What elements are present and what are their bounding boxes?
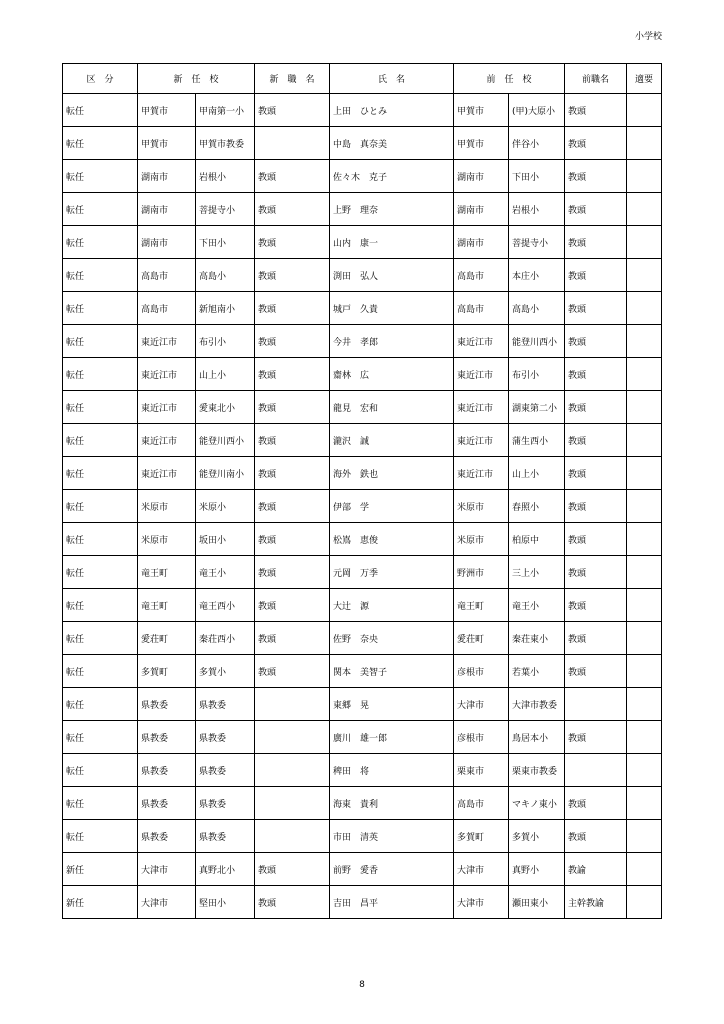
cell-person-name: 上野 理奈 <box>330 193 454 226</box>
cell-person-name: 城戸 久貴 <box>330 292 454 325</box>
cell-new-position <box>255 127 330 160</box>
cell-new-school: 秦荘西小 <box>196 622 255 655</box>
table-row <box>63 556 662 589</box>
cell-category: 転任 <box>63 754 138 787</box>
cell-remarks <box>627 94 662 127</box>
cell-remarks <box>627 721 662 754</box>
cell-remarks <box>627 622 662 655</box>
cell-new-municipality: 県教委 <box>138 820 196 853</box>
table-header-row <box>63 64 662 94</box>
cell-remarks <box>627 589 662 622</box>
table-row <box>63 193 662 226</box>
cell-new-position: 教頭 <box>255 655 330 688</box>
cell-person-name: 海東 貴利 <box>330 787 454 820</box>
cell-new-school: 下田小 <box>196 226 255 259</box>
cell-new-school: 愛東北小 <box>196 391 255 424</box>
cell-category: 転任 <box>63 655 138 688</box>
cell-new-school: 県教委 <box>196 820 255 853</box>
table-row <box>63 853 662 886</box>
cell-remarks <box>627 391 662 424</box>
cell-previous-position: 教頭 <box>565 721 627 754</box>
cell-previous-position: 教頭 <box>565 457 627 490</box>
cell-previous-municipality: 米原市 <box>454 523 509 556</box>
cell-new-school: 新旭南小 <box>196 292 255 325</box>
cell-new-school: 岩根小 <box>196 160 255 193</box>
table-row <box>63 457 662 490</box>
table-row <box>63 886 662 919</box>
cell-previous-position: 教頭 <box>565 622 627 655</box>
cell-person-name: 前野 愛香 <box>330 853 454 886</box>
table-row <box>63 391 662 424</box>
cell-new-position: 教頭 <box>255 589 330 622</box>
cell-previous-school: 伴谷小 <box>509 127 565 160</box>
cell-person-name: 上田 ひとみ <box>330 94 454 127</box>
cell-new-position: 教頭 <box>255 358 330 391</box>
cell-previous-position: 教頭 <box>565 655 627 688</box>
cell-new-municipality: 東近江市 <box>138 358 196 391</box>
cell-previous-municipality: 高島市 <box>454 787 509 820</box>
cell-new-position <box>255 754 330 787</box>
cell-category: 転任 <box>63 490 138 523</box>
cell-previous-position: 教頭 <box>565 589 627 622</box>
cell-previous-school: 鳥居本小 <box>509 721 565 754</box>
cell-new-municipality: 竜王町 <box>138 589 196 622</box>
cell-person-name: 今井 孝郎 <box>330 325 454 358</box>
cell-new-school: 多賀小 <box>196 655 255 688</box>
cell-person-name: 吉田 昌平 <box>330 886 454 919</box>
cell-remarks <box>627 193 662 226</box>
cell-person-name: 元岡 万季 <box>330 556 454 589</box>
cell-category: 転任 <box>63 523 138 556</box>
cell-remarks <box>627 127 662 160</box>
cell-remarks <box>627 820 662 853</box>
cell-new-school: 県教委 <box>196 721 255 754</box>
table-row <box>63 160 662 193</box>
cell-previous-school: 山上小 <box>509 457 565 490</box>
table-row <box>63 523 662 556</box>
cell-category: 新任 <box>63 886 138 919</box>
cell-new-position: 教頭 <box>255 622 330 655</box>
header-new-position: 新 職 名 <box>255 64 330 94</box>
cell-new-position <box>255 688 330 721</box>
cell-category: 転任 <box>63 457 138 490</box>
cell-previous-school: (甲)大原小 <box>509 94 565 127</box>
cell-category: 転任 <box>63 391 138 424</box>
cell-previous-municipality: 湖南市 <box>454 226 509 259</box>
cell-previous-school: 高島小 <box>509 292 565 325</box>
table-row <box>63 622 662 655</box>
table-row <box>63 490 662 523</box>
cell-remarks <box>627 160 662 193</box>
cell-previous-school: 岩根小 <box>509 193 565 226</box>
document-category-label: 小学校 <box>634 32 662 42</box>
cell-new-position: 教頭 <box>255 94 330 127</box>
cell-new-municipality: 多賀町 <box>138 655 196 688</box>
cell-category: 転任 <box>63 193 138 226</box>
cell-new-municipality: 竜王町 <box>138 556 196 589</box>
cell-previous-municipality: 高島市 <box>454 292 509 325</box>
cell-remarks <box>627 688 662 721</box>
cell-previous-position: 教頭 <box>565 94 627 127</box>
cell-category: 転任 <box>63 688 138 721</box>
cell-previous-school: 蒲生西小 <box>509 424 565 457</box>
cell-remarks <box>627 457 662 490</box>
cell-new-position: 教頭 <box>255 424 330 457</box>
cell-new-position: 教頭 <box>255 490 330 523</box>
cell-previous-school: 多賀小 <box>509 820 565 853</box>
cell-previous-school: 真野小 <box>509 853 565 886</box>
cell-previous-school: 本庄小 <box>509 259 565 292</box>
cell-previous-position: 教頭 <box>565 325 627 358</box>
personnel-transfer-table <box>62 63 662 919</box>
cell-previous-position: 教頭 <box>565 490 627 523</box>
cell-category: 転任 <box>63 589 138 622</box>
cell-new-school: 能登川南小 <box>196 457 255 490</box>
cell-previous-municipality: 大津市 <box>454 853 509 886</box>
cell-remarks <box>627 226 662 259</box>
table-row <box>63 754 662 787</box>
cell-new-municipality: 湖南市 <box>138 160 196 193</box>
cell-previous-position: 教頭 <box>565 391 627 424</box>
header-remarks: 適要 <box>627 64 662 94</box>
table-row <box>63 787 662 820</box>
cell-previous-position: 教頭 <box>565 292 627 325</box>
cell-previous-school: 下田小 <box>509 160 565 193</box>
cell-new-municipality: 甲賀市 <box>138 127 196 160</box>
cell-previous-school: 菩提寺小 <box>509 226 565 259</box>
cell-previous-municipality: 東近江市 <box>454 325 509 358</box>
cell-person-name: 龍見 宏和 <box>330 391 454 424</box>
cell-previous-municipality: 湖南市 <box>454 193 509 226</box>
cell-previous-position: 教諭 <box>565 853 627 886</box>
cell-new-municipality: 県教委 <box>138 754 196 787</box>
cell-previous-school: 瀬田東小 <box>509 886 565 919</box>
cell-previous-school: マキノ東小 <box>509 787 565 820</box>
cell-previous-municipality: 栗東市 <box>454 754 509 787</box>
cell-new-municipality: 米原市 <box>138 490 196 523</box>
cell-person-name: 市田 清英 <box>330 820 454 853</box>
cell-new-school: 布引小 <box>196 325 255 358</box>
cell-category: 転任 <box>63 787 138 820</box>
table-row <box>63 820 662 853</box>
cell-previous-municipality: 湖南市 <box>454 160 509 193</box>
header-previous-position: 前職名 <box>565 64 627 94</box>
cell-remarks <box>627 490 662 523</box>
cell-remarks <box>627 754 662 787</box>
cell-new-school: 竜王西小 <box>196 589 255 622</box>
cell-previous-municipality: 大津市 <box>454 688 509 721</box>
cell-category: 新任 <box>63 853 138 886</box>
cell-previous-school: 湖東第二小 <box>509 391 565 424</box>
cell-new-position: 教頭 <box>255 160 330 193</box>
table-row <box>63 655 662 688</box>
page-number: 8 <box>359 980 365 990</box>
cell-new-municipality: 東近江市 <box>138 325 196 358</box>
cell-previous-position: 教頭 <box>565 259 627 292</box>
cell-person-name: 廣川 雄一郎 <box>330 721 454 754</box>
cell-new-school: 県教委 <box>196 688 255 721</box>
cell-category: 転任 <box>63 556 138 589</box>
table-row <box>63 325 662 358</box>
cell-previous-school: 能登川西小 <box>509 325 565 358</box>
cell-new-municipality: 東近江市 <box>138 424 196 457</box>
cell-new-school: 坂田小 <box>196 523 255 556</box>
cell-previous-position: 主幹教諭 <box>565 886 627 919</box>
cell-person-name: 山内 康一 <box>330 226 454 259</box>
cell-new-municipality: 県教委 <box>138 787 196 820</box>
cell-person-name: 大辻 源 <box>330 589 454 622</box>
cell-new-position: 教頭 <box>255 391 330 424</box>
cell-previous-school: 三上小 <box>509 556 565 589</box>
cell-new-school: 竜王小 <box>196 556 255 589</box>
cell-new-municipality: 県教委 <box>138 688 196 721</box>
cell-person-name: 稗田 将 <box>330 754 454 787</box>
cell-previous-school: 秦荘東小 <box>509 622 565 655</box>
cell-previous-position: 教頭 <box>565 160 627 193</box>
cell-previous-municipality: 東近江市 <box>454 358 509 391</box>
table-row <box>63 127 662 160</box>
cell-remarks <box>627 259 662 292</box>
table-row <box>63 721 662 754</box>
cell-previous-municipality: 多賀町 <box>454 820 509 853</box>
cell-previous-position: 教頭 <box>565 556 627 589</box>
header-previous-school: 前 任 校 <box>454 64 565 94</box>
cell-new-position <box>255 787 330 820</box>
header-category: 区 分 <box>63 64 138 94</box>
cell-remarks <box>627 655 662 688</box>
cell-new-position: 教頭 <box>255 292 330 325</box>
cell-remarks <box>627 358 662 391</box>
cell-previous-municipality: 大津市 <box>454 886 509 919</box>
cell-previous-school: 若葉小 <box>509 655 565 688</box>
cell-person-name: 東郷 晃 <box>330 688 454 721</box>
cell-category: 転任 <box>63 622 138 655</box>
cell-new-position: 教頭 <box>255 886 330 919</box>
cell-new-position: 教頭 <box>255 325 330 358</box>
cell-previous-municipality: 東近江市 <box>454 457 509 490</box>
cell-previous-municipality: 甲賀市 <box>454 94 509 127</box>
cell-previous-municipality: 米原市 <box>454 490 509 523</box>
cell-previous-position: 教頭 <box>565 424 627 457</box>
header-name: 氏 名 <box>330 64 454 94</box>
cell-previous-municipality: 野洲市 <box>454 556 509 589</box>
cell-remarks <box>627 886 662 919</box>
cell-category: 転任 <box>63 820 138 853</box>
cell-new-school: 県教委 <box>196 754 255 787</box>
table-row <box>63 358 662 391</box>
cell-previous-position: 教頭 <box>565 820 627 853</box>
cell-new-municipality: 湖南市 <box>138 226 196 259</box>
cell-new-municipality: 東近江市 <box>138 391 196 424</box>
cell-remarks <box>627 787 662 820</box>
cell-new-position: 教頭 <box>255 457 330 490</box>
cell-remarks <box>627 523 662 556</box>
cell-new-municipality: 大津市 <box>138 853 196 886</box>
cell-previous-school: 柏原中 <box>509 523 565 556</box>
table-row <box>63 424 662 457</box>
cell-previous-position <box>565 754 627 787</box>
cell-category: 転任 <box>63 721 138 754</box>
header-new-school: 新 任 校 <box>138 64 255 94</box>
cell-person-name: 齋林 広 <box>330 358 454 391</box>
cell-new-municipality: 大津市 <box>138 886 196 919</box>
cell-new-position <box>255 820 330 853</box>
cell-previous-municipality: 高島市 <box>454 259 509 292</box>
table-row <box>63 94 662 127</box>
cell-person-name: 渕田 弘人 <box>330 259 454 292</box>
table-row <box>63 259 662 292</box>
table-row <box>63 226 662 259</box>
cell-new-school: 高島小 <box>196 259 255 292</box>
cell-new-position: 教頭 <box>255 226 330 259</box>
table-row <box>63 292 662 325</box>
cell-new-position: 教頭 <box>255 259 330 292</box>
cell-category: 転任 <box>63 226 138 259</box>
cell-previous-position: 教頭 <box>565 127 627 160</box>
cell-new-school: 山上小 <box>196 358 255 391</box>
cell-person-name: 佐野 奈央 <box>330 622 454 655</box>
cell-previous-municipality: 東近江市 <box>454 391 509 424</box>
cell-new-school: 県教委 <box>196 787 255 820</box>
cell-previous-school: 布引小 <box>509 358 565 391</box>
cell-previous-municipality: 東近江市 <box>454 424 509 457</box>
cell-new-school: 甲南第一小 <box>196 94 255 127</box>
cell-new-municipality: 愛荘町 <box>138 622 196 655</box>
cell-previous-municipality: 愛荘町 <box>454 622 509 655</box>
cell-new-position <box>255 721 330 754</box>
cell-new-municipality: 甲賀市 <box>138 94 196 127</box>
cell-category: 転任 <box>63 325 138 358</box>
table-row <box>63 589 662 622</box>
cell-person-name: 海外 鉄也 <box>330 457 454 490</box>
cell-remarks <box>627 424 662 457</box>
cell-new-school: 堅田小 <box>196 886 255 919</box>
cell-new-municipality: 湖南市 <box>138 193 196 226</box>
cell-new-municipality: 米原市 <box>138 523 196 556</box>
cell-previous-position: 教頭 <box>565 787 627 820</box>
cell-person-name: 関本 美智子 <box>330 655 454 688</box>
cell-previous-position: 教頭 <box>565 226 627 259</box>
cell-previous-municipality: 竜王町 <box>454 589 509 622</box>
cell-new-school: 米原小 <box>196 490 255 523</box>
cell-previous-school: 栗東市教委 <box>509 754 565 787</box>
cell-person-name: 瀧沢 誠 <box>330 424 454 457</box>
cell-previous-school: 竜王小 <box>509 589 565 622</box>
cell-new-municipality: 高島市 <box>138 259 196 292</box>
cell-previous-school: 大津市教委 <box>509 688 565 721</box>
table-row <box>63 688 662 721</box>
cell-new-school: 真野北小 <box>196 853 255 886</box>
cell-new-position: 教頭 <box>255 556 330 589</box>
cell-new-position: 教頭 <box>255 853 330 886</box>
cell-previous-position: 教頭 <box>565 523 627 556</box>
cell-person-name: 伊部 学 <box>330 490 454 523</box>
cell-new-school: 能登川西小 <box>196 424 255 457</box>
cell-previous-municipality: 甲賀市 <box>454 127 509 160</box>
cell-remarks <box>627 325 662 358</box>
cell-category: 転任 <box>63 259 138 292</box>
cell-new-school: 菩提寺小 <box>196 193 255 226</box>
cell-previous-position: 教頭 <box>565 358 627 391</box>
cell-category: 転任 <box>63 358 138 391</box>
cell-remarks <box>627 292 662 325</box>
cell-new-position: 教頭 <box>255 193 330 226</box>
cell-new-municipality: 高島市 <box>138 292 196 325</box>
cell-remarks <box>627 556 662 589</box>
cell-new-position: 教頭 <box>255 523 330 556</box>
cell-category: 転任 <box>63 160 138 193</box>
cell-remarks <box>627 853 662 886</box>
cell-category: 転任 <box>63 292 138 325</box>
cell-previous-position <box>565 688 627 721</box>
cell-category: 転任 <box>63 94 138 127</box>
cell-previous-school: 春照小 <box>509 490 565 523</box>
cell-category: 転任 <box>63 127 138 160</box>
cell-previous-municipality: 彦根市 <box>454 721 509 754</box>
cell-category: 転任 <box>63 424 138 457</box>
cell-previous-municipality: 彦根市 <box>454 655 509 688</box>
cell-new-school: 甲賀市教委 <box>196 127 255 160</box>
cell-new-municipality: 東近江市 <box>138 457 196 490</box>
cell-person-name: 中島 真奈美 <box>330 127 454 160</box>
cell-person-name: 佐々木 克子 <box>330 160 454 193</box>
cell-previous-position: 教頭 <box>565 193 627 226</box>
cell-new-municipality: 県教委 <box>138 721 196 754</box>
cell-person-name: 松嶌 恵俊 <box>330 523 454 556</box>
